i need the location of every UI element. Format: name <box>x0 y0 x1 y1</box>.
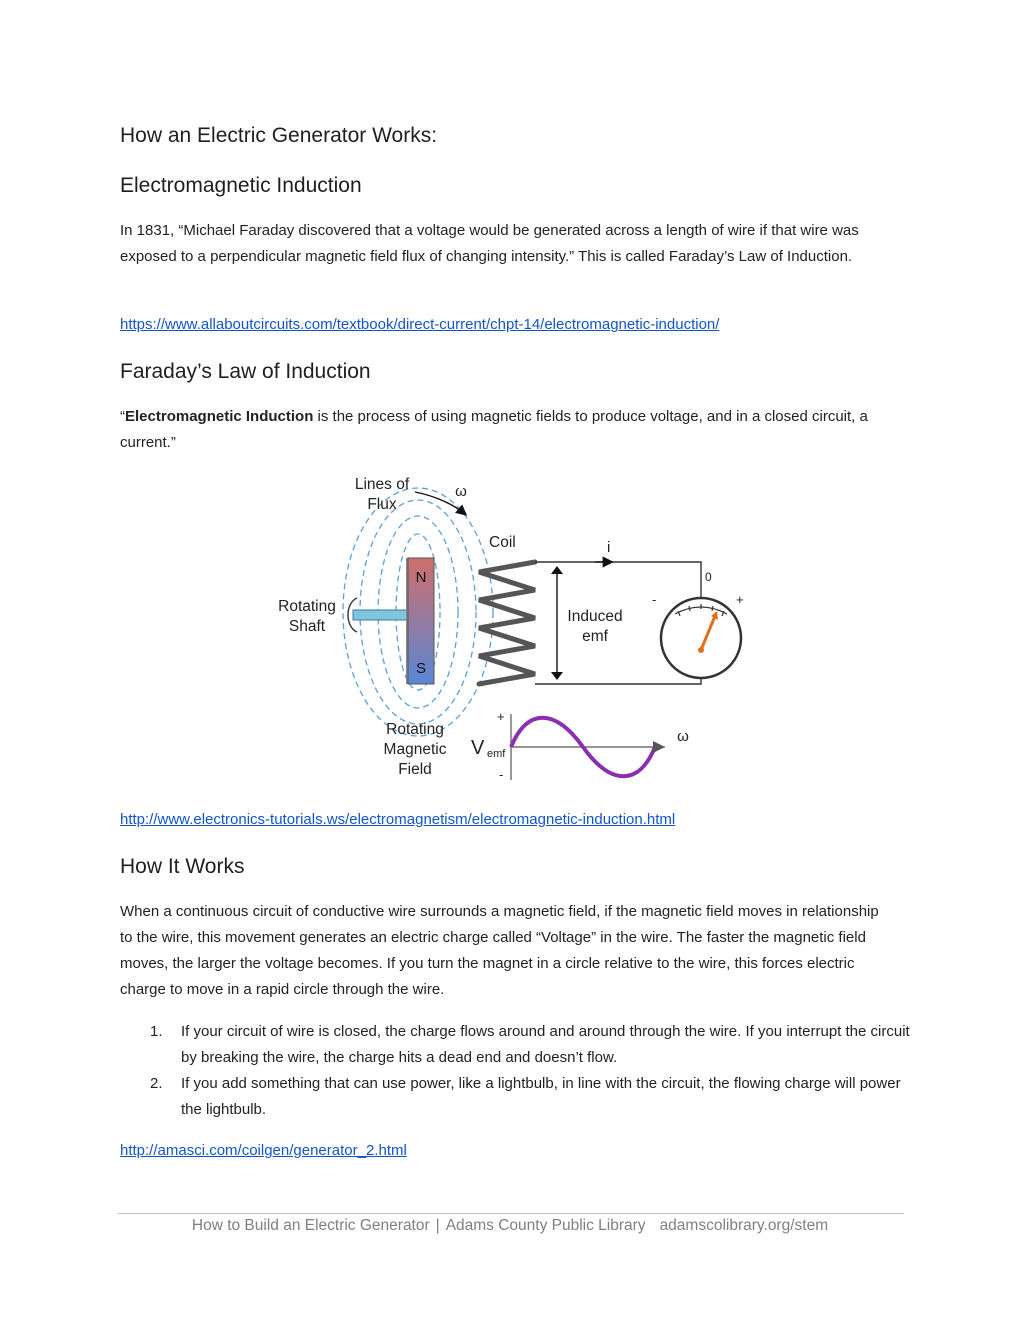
heading-electromagnetic-induction: Electromagnetic Induction <box>120 174 362 197</box>
meter-minus-label: - <box>652 592 657 607</box>
wave-axis-arrow-icon <box>653 741 665 753</box>
induction-diagram <box>265 470 755 785</box>
wave-plus-label: + <box>497 709 505 724</box>
meter-zero-label: 0 <box>705 570 712 584</box>
quote-rest: is the process of using magnetic fields to produce voltage, and in a closed circuit, a current.” <box>120 408 868 451</box>
omega-top-label: ω <box>455 483 467 500</box>
south-pole-label: S <box>415 660 427 677</box>
emf-arrow-bottom-icon <box>551 672 563 680</box>
coil-label: Coil <box>489 534 516 551</box>
heading-how-it-works: How It Works <box>120 855 245 878</box>
allaboutcircuits-link[interactable]: https://www.allaboutcircuits.com/textbook/direct-current/chpt-14/electromagnetic-induction/ <box>120 316 720 333</box>
list-item-text: If you add something that can use power, like a lightbulb, in line with the circuit, the flowing charge will power the lightbulb. <box>181 1075 901 1118</box>
heading-faraday-law: Faraday’s Law of Induction <box>120 360 371 383</box>
v-emf-label: V <box>471 737 485 759</box>
electronics-tutorials-link[interactable]: http://www.electronics-tutorials.ws/electromagnetism/electromagnetic-induction.html <box>120 811 676 828</box>
lines-of-label: Lines of <box>354 476 410 493</box>
list-item-number: 2. <box>150 1075 163 1092</box>
footer-library: Adams County Public Library <box>445 1217 646 1234</box>
footer-title: How to Build an Electric Generator <box>191 1217 430 1234</box>
list-item-text: If your circuit of wire is closed, the charge flows around and around through the wire. If you interrupt the circuit by breaking the wire, the charge hits a dead end and doesn’t flow. <box>181 1023 910 1066</box>
rotating-field-label-1: Rotating <box>386 721 444 738</box>
v-emf-subscript: emf <box>487 748 506 760</box>
induced-label: Induced <box>567 608 623 625</box>
current-label: i <box>607 539 611 556</box>
quote-open: “ <box>120 408 125 425</box>
emf-label: emf <box>582 628 608 645</box>
page-title: How an Electric Generator Works: <box>120 124 438 147</box>
page-footer <box>0 1217 1020 1235</box>
how-it-works-paragraph: When a continuous circuit of conductive wire surrounds a magnetic field, if the magnetic field moves in relationship to the wire, this movement generates an electric charge called “Voltage” in the wire. The faster the magnetic field moves, the larger the voltage becomes. If you turn the magnet in a circle relative to the wire, this forces electric charge to move in a rapid circle through the wire. <box>120 903 879 998</box>
faraday-intro-paragraph: In 1831, “Michael Faraday discovered that a voltage would be generated across a length of wire if that wire was exposed to a perpendicular magnetic field flux of changing intensity.” This is called Faraday’s Law of Induction. <box>120 222 859 265</box>
rotating-shaft <box>353 610 409 620</box>
steps-list <box>150 1019 911 1123</box>
quote-bold-term: Electromagnetic Induction <box>125 408 314 425</box>
list-item-number: 1. <box>150 1023 163 1040</box>
footer-divider <box>118 1213 904 1214</box>
meter <box>661 598 741 678</box>
north-pole-label: N <box>415 569 427 586</box>
footer-site: adamscolibrary.org/stem <box>659 1217 829 1234</box>
emf-arrow-top-icon <box>551 566 563 574</box>
shaft-label: Shaft <box>288 618 326 635</box>
flux-label: Flux <box>367 496 397 513</box>
meter-pivot <box>698 647 704 653</box>
amasci-link[interactable]: http://amasci.com/coilgen/generator_2.html <box>120 1142 407 1159</box>
omega-axis-label: ω <box>677 728 689 745</box>
list-item <box>150 1071 911 1123</box>
footer-separator: | <box>435 1217 440 1234</box>
rotating-field-label-2: Magnetic <box>383 741 447 758</box>
coil <box>479 562 535 684</box>
list-item <box>150 1019 911 1071</box>
quote-paragraph <box>120 404 890 456</box>
wave-minus-label: - <box>499 767 504 782</box>
rotating-field-label-3: Field <box>398 761 432 778</box>
rotating-label: Rotating <box>278 598 336 615</box>
meter-plus-label: + <box>736 592 744 607</box>
